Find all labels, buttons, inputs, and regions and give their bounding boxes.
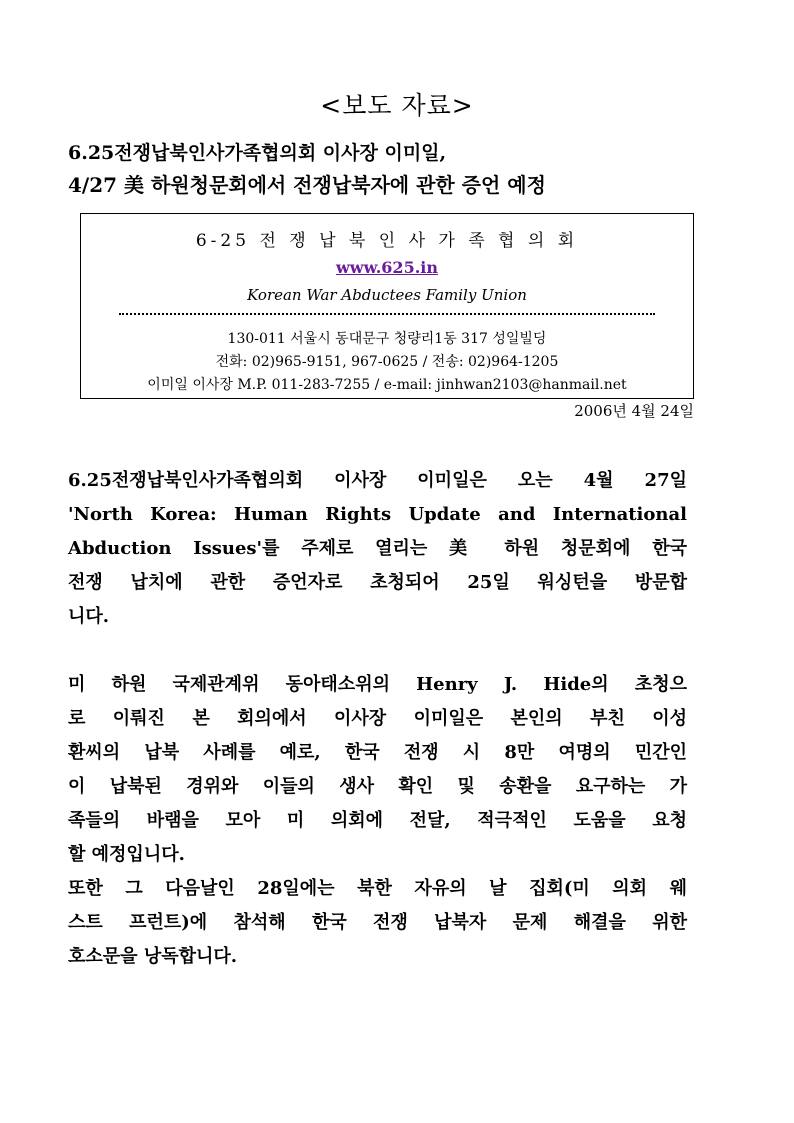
dotted-divider [119, 313, 655, 315]
body-paragraph-2 [68, 668, 687, 974]
paragraph-line: 전쟁 납치에 관한 증언자로 초청되어 25일 워싱턴을 방문합 [68, 572, 687, 593]
paragraph-line: 미 하원 국제관계위 동아태소위의 Henry J. Hide의 초청으 [68, 674, 687, 695]
paragraph-line: 'North Korea: Human Rights Update and International [68, 504, 687, 525]
paragraph-line: 족들의 바램을 모아 미 의회에 전달, 적극적인 도움을 요청 [68, 810, 687, 831]
paragraph-line: 로 이뤄진 본 회의에서 이사장 이미일은 본인의 부친 이성 [68, 708, 687, 729]
organization-phone: 전화: 02)965-9151, 967-0625 / 전송: 02)964-1205 [215, 354, 559, 370]
headline-line-2: 4/27 美 하원청문회에서 전쟁납북자에 관한 증언 예정 [68, 173, 546, 197]
paragraph-line: 환씨의 납북 사례를 예로, 한국 전쟁 시 8만 여명의 민간인 [68, 742, 687, 763]
organization-info-box [80, 213, 694, 399]
paragraph-line: 6.25전쟁납북인사가족협의회 이사장 이미일은 오는 4월 27일 [68, 470, 687, 491]
paragraph-line: Abduction Issues'를 주제로 열리는 美 하원 청문회에 한국 [68, 538, 687, 559]
paragraph-line: 호소문을 낭독합니다. [68, 946, 238, 967]
organization-contact: 이미일 이사장 M.P. 011-283-7255 / e-mail: jinhwan2103@hanmail.net [147, 377, 627, 393]
organization-website-link[interactable]: www.625.in [336, 258, 438, 277]
organization-name-english: Korean War Abductees Family Union [247, 286, 527, 304]
headline-line-1: 6.25전쟁납북인사가족협의회 이사장 이미일, [68, 142, 447, 164]
paragraph-line: 또한 그 다음날인 28일에는 북한 자유의 날 집회(미 의회 웨 [68, 878, 687, 899]
page-title: <보도 자료> [320, 91, 474, 120]
paragraph-line: 할 예정입니다. [68, 844, 185, 865]
paragraph-line: 스트 프런트)에 참석해 한국 전쟁 납북자 문제 해결을 위한 [68, 912, 687, 933]
organization-address: 130-011 서울시 동대문구 청량리1동 317 성일빌딩 [227, 331, 547, 347]
release-date: 2006년 4월 24일 [574, 402, 694, 420]
paragraph-line: 이 납북된 경위와 이들의 생사 확인 및 송환을 요구하는 가 [68, 776, 687, 797]
body-paragraph-1 [68, 464, 687, 634]
organization-name: 6-25 전 쟁 납 북 인 사 가 족 협 의 회 [195, 231, 579, 251]
paragraph-line: 니다. [68, 606, 110, 627]
